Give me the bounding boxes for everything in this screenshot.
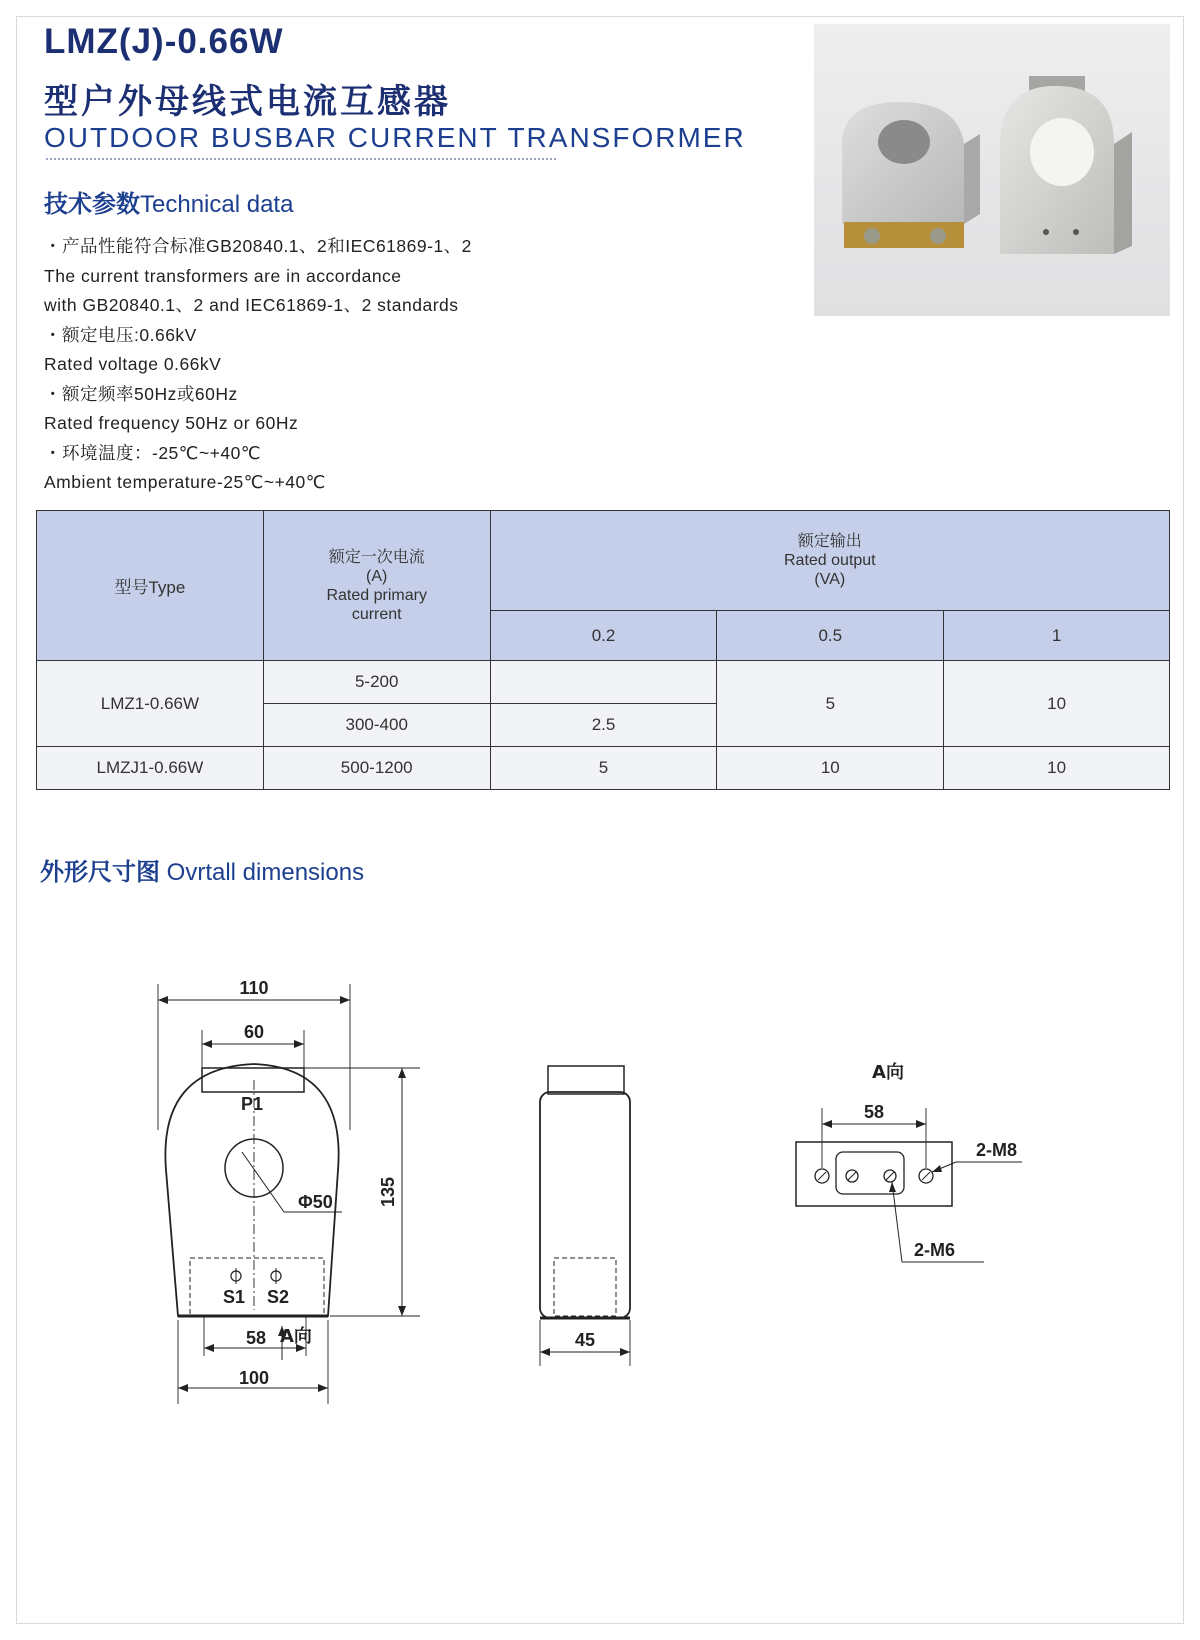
header-current-line: 额定一次电流 — [328, 548, 425, 566]
header-type: 型号Type — [37, 511, 264, 661]
dim-100: 100 — [238, 1368, 270, 1388]
cell-model: LMZJ1-0.66W — [37, 747, 264, 790]
title-chinese: 型户外母线式电流互感器 — [44, 82, 451, 122]
dim-58-front: 58 — [245, 1328, 267, 1348]
spec-line: Ambient temperature-25℃~+40℃ — [44, 472, 326, 492]
label-direction-a: A向 — [280, 1326, 312, 1347]
dim-phi-50: Φ50 — [298, 1192, 333, 1212]
side-view — [540, 1066, 630, 1366]
label-s1: S1 — [222, 1287, 246, 1307]
cell-current: 500-1200 — [263, 747, 490, 790]
cell-current: 300-400 — [263, 704, 490, 747]
label-2-m6: 2-M6 — [914, 1240, 956, 1260]
spec-line: ・额定电压:0.66kV — [44, 324, 197, 345]
dimensions-heading-en: Ovrtall dimensions — [166, 859, 365, 886]
cell-output-0-5: 10 — [717, 747, 944, 790]
dim-110: 110 — [239, 978, 269, 998]
spec-line: ・额定频率50Hz或60Hz — [44, 383, 238, 404]
dim-45: 45 — [574, 1330, 596, 1350]
spec-line: ・环境温度：-25℃~+40℃ — [44, 442, 262, 463]
spec-line: Rated frequency 50Hz or 60Hz — [44, 413, 299, 433]
dimensions-heading-cn: 外形尺寸图 — [40, 858, 160, 886]
title-english: OUTDOOR BUSBAR CURRENT TRANSFORMER — [44, 122, 746, 153]
header-class-0-2: 0.2 — [490, 611, 717, 661]
label-s2: S2 — [266, 1287, 290, 1307]
cell-current: 5-200 — [263, 661, 490, 704]
cell-output-1: 10 — [944, 661, 1170, 747]
dim-135: 135 — [378, 1176, 398, 1208]
header-output-line: (VA) — [814, 571, 846, 588]
spec-line: with GB20840.1、2 and IEC61869-1、2 standards — [44, 295, 459, 315]
label-2-m8: 2-M8 — [976, 1140, 1018, 1160]
spec-line: ・产品性能符合标准GB20840.1、2和IEC61869-1、2 — [44, 236, 472, 256]
cell-output-1: 10 — [944, 747, 1170, 790]
view-a — [796, 1108, 1022, 1262]
model-title: LMZ(J)-0.66W — [44, 22, 284, 61]
cell-output-0-2: 5 — [490, 747, 717, 790]
dim-58-view-a: 58 — [863, 1102, 885, 1122]
header-class-1: 1 — [944, 611, 1170, 661]
header-class-0-5: 0.5 — [717, 611, 944, 661]
header-current-line: current — [351, 605, 402, 623]
cell-output-0-5: 5 — [717, 661, 944, 747]
dim-60: 60 — [243, 1022, 265, 1042]
spec-line: The current transformers are in accordance — [44, 265, 402, 286]
header-current-line: (A) — [366, 567, 388, 585]
header-output-line: 额定输出 — [797, 533, 862, 550]
header-output-line: Rated output — [784, 552, 876, 569]
spec-line: Rated voltage 0.66kV — [44, 354, 222, 374]
technical-heading-cn: 技术参数 — [44, 190, 140, 218]
view-a-title: A向 — [872, 1062, 904, 1083]
label-p1: P1 — [240, 1094, 264, 1114]
cell-model: LMZ1-0.66W — [37, 661, 264, 747]
technical-heading-en: Technical data — [140, 191, 294, 218]
header-current-line: Rated primary — [326, 586, 427, 604]
cell-output-0-2: 2.5 — [490, 704, 717, 747]
